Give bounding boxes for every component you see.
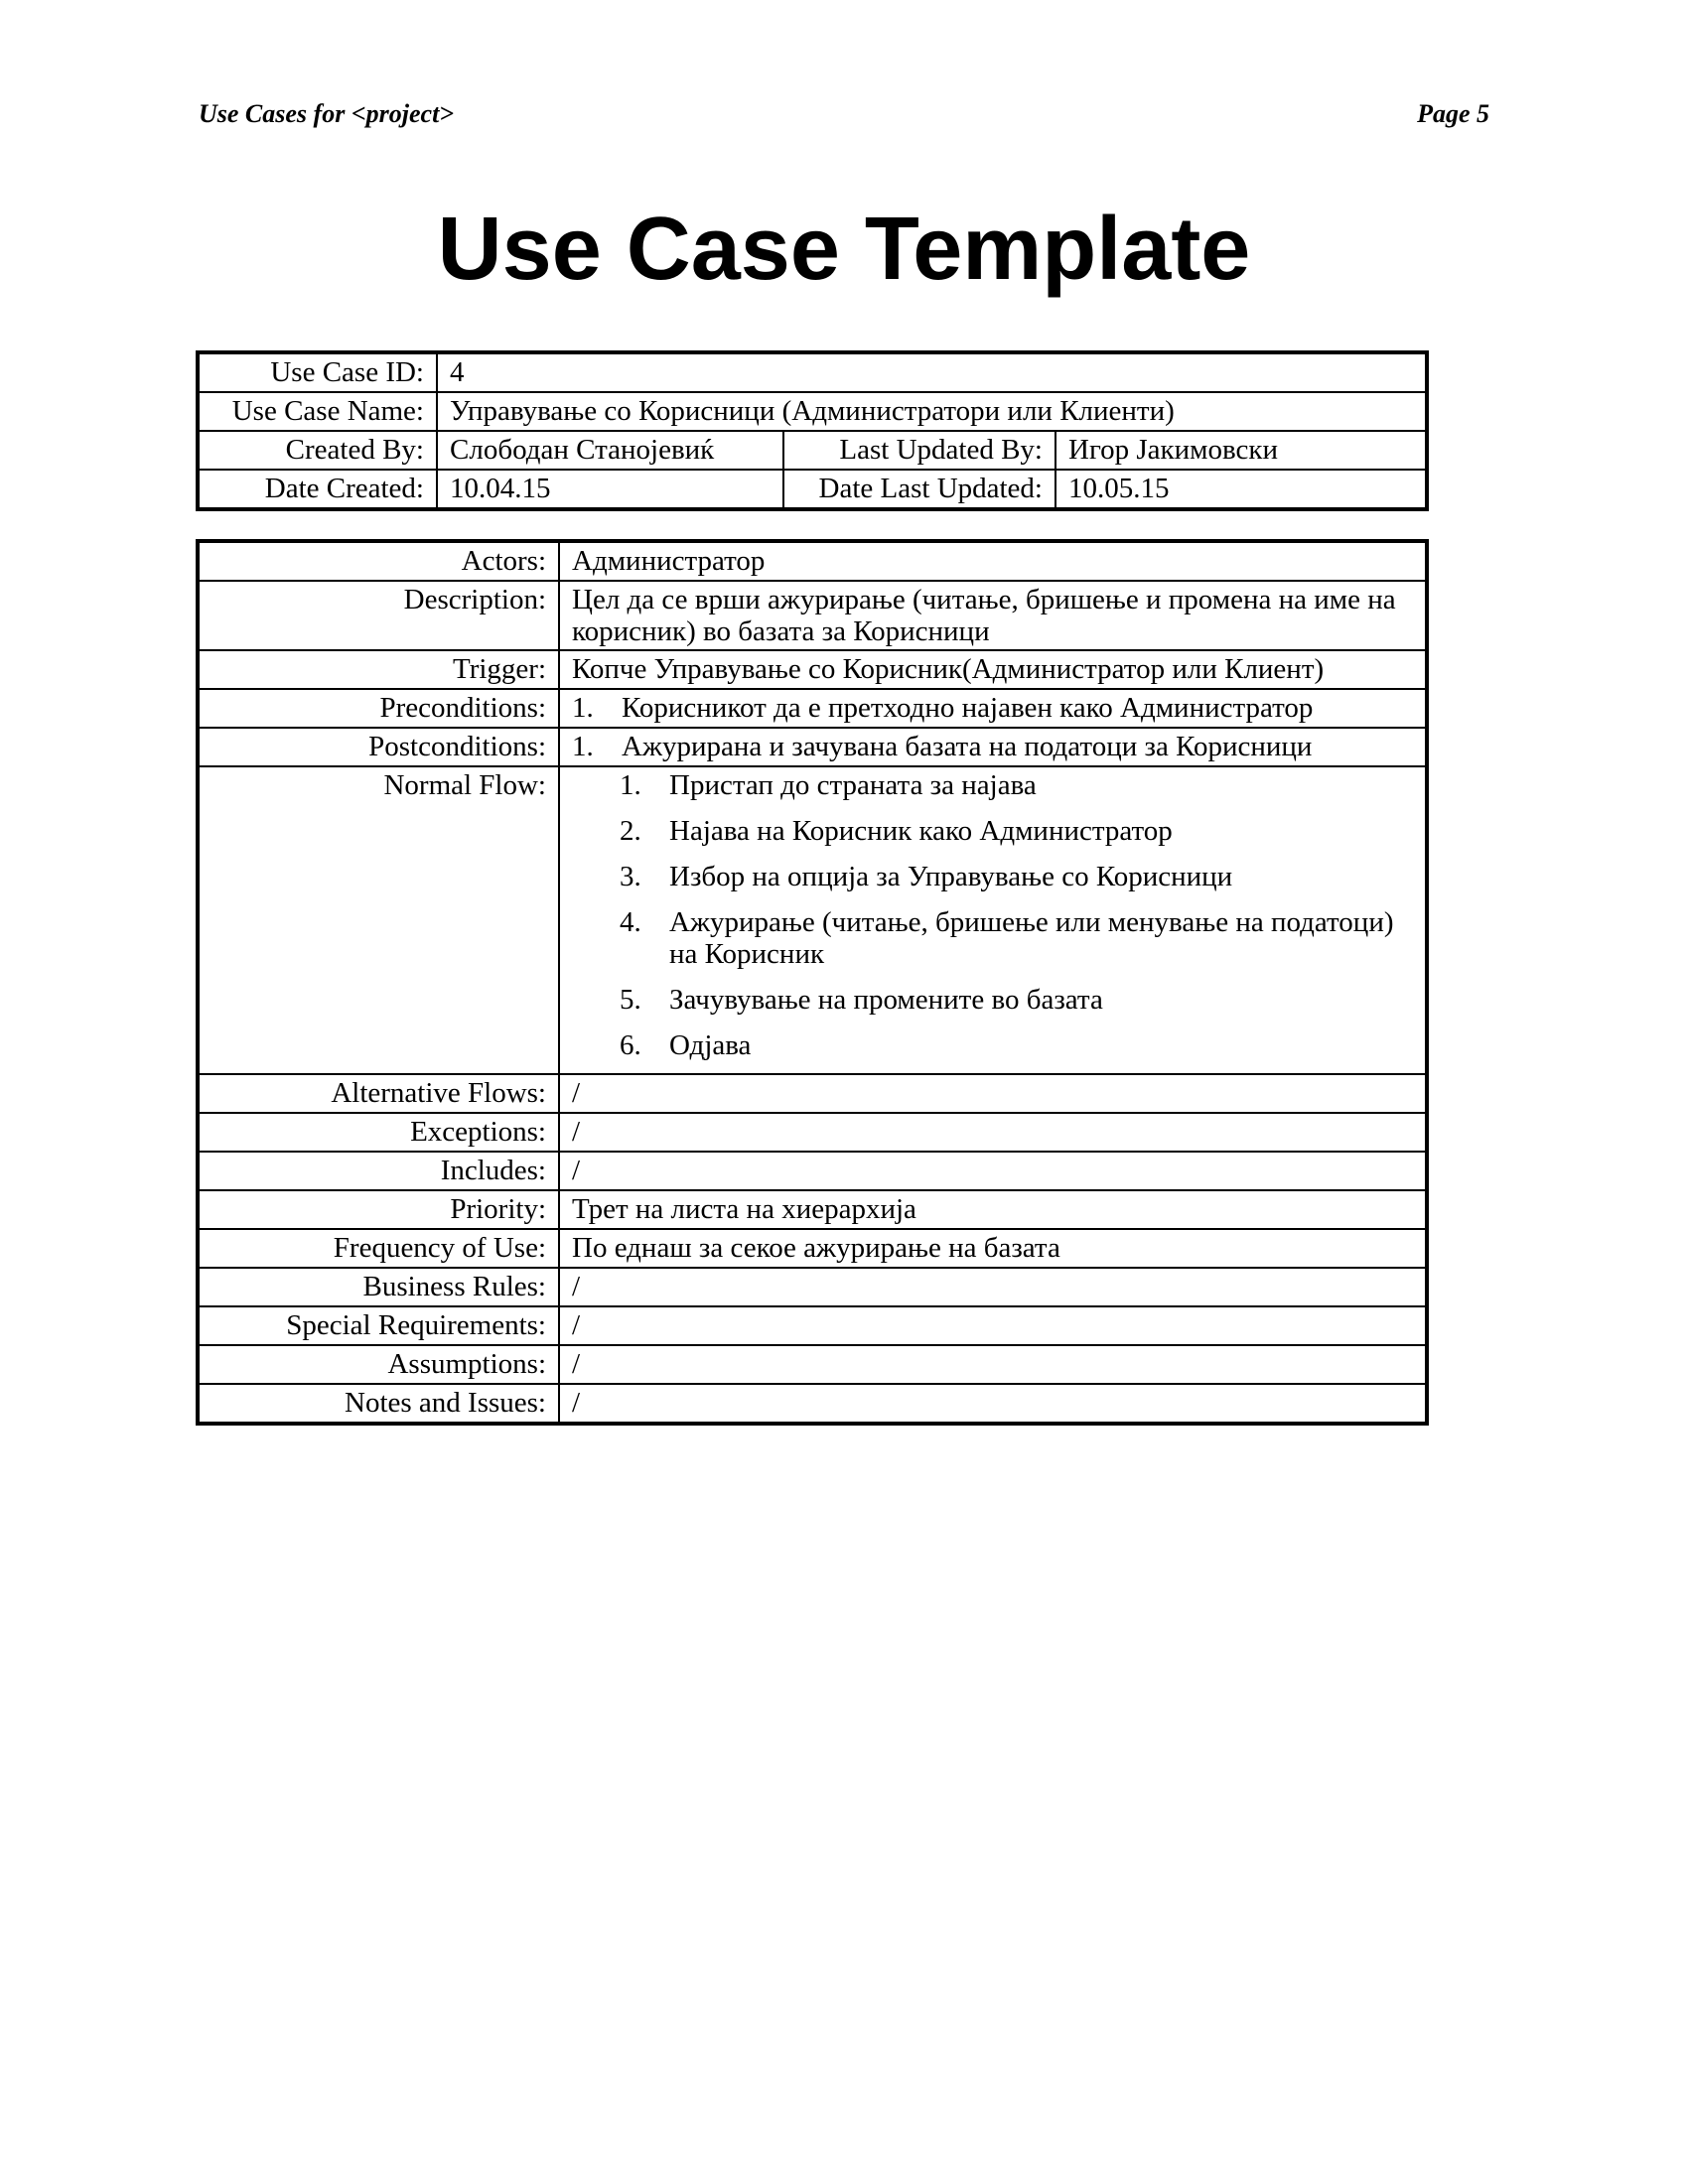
business-rules-row (198, 1268, 1427, 1306)
notes-row (198, 1384, 1427, 1424)
actors-row (198, 541, 1427, 581)
postconditions-value: Ажурирана и зачувана базата на податоци за Корисници (622, 731, 1313, 762)
exceptions-value: / (559, 1113, 1427, 1152)
trigger-value: Копче Управување со Корисник(Администратор или Клиент) (559, 650, 1427, 689)
use-case-meta-table (196, 350, 1429, 511)
priority-value: Трет на листа на хиерархија (559, 1190, 1427, 1229)
list-item-number: 4. (620, 906, 641, 938)
date-created-label: Date Created: (198, 470, 437, 509)
description-row (198, 581, 1427, 650)
includes-label: Includes: (198, 1152, 559, 1190)
date-created-value: 10.04.15 (437, 470, 783, 509)
preconditions-number: 1. (572, 692, 594, 724)
page-title: Use Case Template (437, 200, 1251, 299)
list-item (620, 906, 1413, 970)
list-item-number: 1. (620, 769, 641, 801)
list-item (620, 1029, 1413, 1061)
list-item-text: Пристап до страната за најава (669, 769, 1037, 801)
created-by-row (198, 431, 1427, 470)
includes-value: / (559, 1152, 1427, 1190)
last-updated-by-label: Last Updated By: (783, 431, 1055, 470)
frequency-row (198, 1229, 1427, 1268)
created-by-label: Created By: (198, 431, 437, 470)
list-item-number: 6. (620, 1029, 641, 1061)
priority-row (198, 1190, 1427, 1229)
date-last-updated-label: Date Last Updated: (783, 470, 1055, 509)
normal-flow-row (198, 766, 1427, 1074)
preconditions-row (198, 689, 1427, 728)
list-item-number: 5. (620, 984, 641, 1016)
notes-label: Notes and Issues: (198, 1384, 559, 1424)
list-item-number: 3. (620, 861, 641, 892)
use-case-id-value: 4 (437, 352, 1427, 392)
use-case-name-row (198, 392, 1427, 431)
priority-label: Priority: (198, 1190, 559, 1229)
list-item-text: Ажурирање (читање, бришење или менување на податоци) на Корисник (669, 906, 1394, 970)
list-item (620, 984, 1413, 1016)
list-item (620, 769, 1413, 801)
actors-value: Администратор (559, 541, 1427, 581)
frequency-label: Frequency of Use: (198, 1229, 559, 1268)
special-requirements-label: Special Requirements: (198, 1306, 559, 1345)
description-label: Description: (198, 581, 559, 650)
list-item (620, 815, 1413, 847)
includes-row (198, 1152, 1427, 1190)
list-item-text: Најава на Корисник како Администратор (669, 815, 1173, 847)
use-case-name-label: Use Case Name: (198, 392, 437, 431)
use-case-name-value: Управување со Корисници (Администратори или Клиенти) (437, 392, 1427, 431)
list-item-text: Избор на опција за Управување со Корисници (669, 861, 1233, 892)
date-last-updated-value: 10.05.15 (1055, 470, 1427, 509)
running-header-title: Use Cases for <project> (199, 99, 455, 128)
use-case-details-table (196, 539, 1429, 1426)
normal-flow-label: Normal Flow: (198, 766, 559, 1074)
date-row (198, 470, 1427, 509)
use-case-id-row (198, 352, 1427, 392)
postconditions-label: Postconditions: (198, 728, 559, 766)
description-value: Цел да се врши ажурирање (читање, бришење и промена на име на корисник) во базата за Корисници (559, 581, 1427, 650)
list-item-number: 2. (620, 815, 641, 847)
assumptions-label: Assumptions: (198, 1345, 559, 1384)
assumptions-value: / (559, 1345, 1427, 1384)
assumptions-row (198, 1345, 1427, 1384)
created-by-value: Слободан Станојевиќ (437, 431, 783, 470)
page-number: Page 5 (1417, 99, 1489, 128)
special-requirements-row (198, 1306, 1427, 1345)
frequency-value: По еднаш за секое ажурирање на базата (559, 1229, 1427, 1268)
trigger-label: Trigger: (198, 650, 559, 689)
alternative-flows-row (198, 1074, 1427, 1113)
postconditions-row (198, 728, 1427, 766)
normal-flow-list (572, 769, 1413, 1061)
use-case-id-label: Use Case ID: (198, 352, 437, 392)
list-item-text: Зачувување на промените во базата (669, 984, 1103, 1016)
preconditions-value: Корисникот да е претходно најавен како Администратор (622, 692, 1314, 724)
business-rules-label: Business Rules: (198, 1268, 559, 1306)
notes-value: / (559, 1384, 1427, 1424)
last-updated-by-value: Игор Јакимовски (1055, 431, 1427, 470)
preconditions-label: Preconditions: (198, 689, 559, 728)
exceptions-row (198, 1113, 1427, 1152)
business-rules-value: / (559, 1268, 1427, 1306)
trigger-row (198, 650, 1427, 689)
alternative-flows-value: / (559, 1074, 1427, 1113)
special-requirements-value: / (559, 1306, 1427, 1345)
postconditions-number: 1. (572, 731, 594, 762)
exceptions-label: Exceptions: (198, 1113, 559, 1152)
actors-label: Actors: (198, 541, 559, 581)
list-item-text: Одјава (669, 1029, 752, 1061)
alternative-flows-label: Alternative Flows: (198, 1074, 559, 1113)
list-item (620, 861, 1413, 892)
